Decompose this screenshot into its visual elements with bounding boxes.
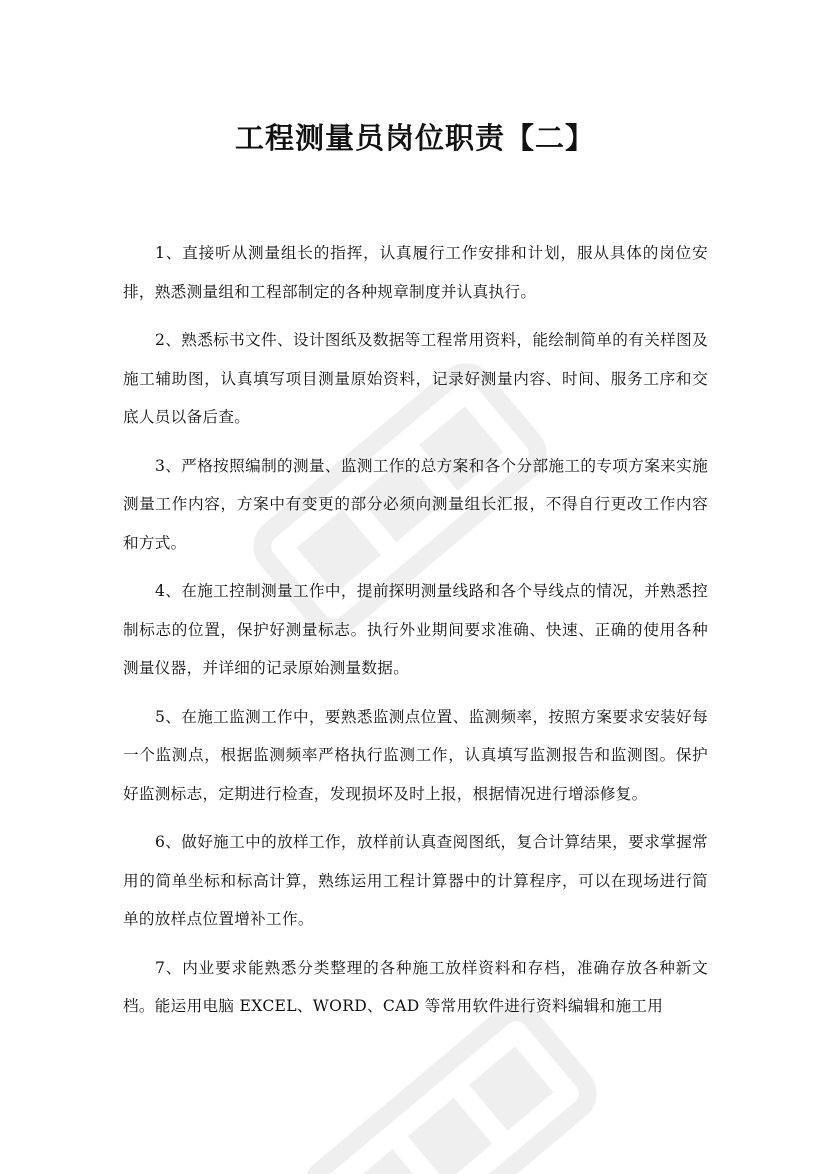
document-title: 工程测量员岗位职责【二】 [234, 121, 595, 155]
paragraph: 1、直接听从测量组长的指挥，认真履行工作安排和计划，服从具体的岗位安排，熟悉测量组和工程部制定的各种规章制度并认真执行。 [123, 244, 708, 301]
paragraph: 6、做好施工中的放样工作，放样前认真查阅图纸，复合计算结果，要求掌握常用的简单坐标和标高计算，熟练运用工程计算器中的计算程序，可以在现场进行简单的放样点位置增补工作。 [123, 833, 708, 928]
paragraph: 3、严格按照编制的测量、监测工作的总方案和各个分部施工的专项方案来实施测量工作内容，方案中有变更的部分必须向测量组长汇报，不得自行更改工作内容和方式。 [123, 456, 708, 552]
paragraph: 5、在施工监测工作中，要熟悉监测点位置、监测频率，按照方案要求安装好每一个监测点，根据监测频率严格执行监测工作，认真填写监测报告和监测图。保护好监测标志，定期进行检查，发现损坏及时上报，根据情况进行增添修复。 [123, 707, 708, 803]
paragraph: 7、内业要求能熟悉分类整理的各种施工放样资料和存档，准确存放各种新文档。能运用电脑 EXCEL、WORD、CAD 等常用软件进行资料编辑和施工用 [123, 958, 708, 1015]
document-body [123, 234, 708, 1036]
paragraph: 4、在施工控制测量工作中，提前探明测量线路和各个导线点的情况，并熟悉控制标志的位置，保护好测量标志。执行外业期间要求准确、快速、正确的使用各种测量仪器，并详细的记录原始测量数据。 [123, 582, 708, 677]
paragraph: 2、熟悉标书文件、设计图纸及数据等工程常用资料，能绘制简单的有关样图及施工辅助图，认真填写项目测量原始资料，记录好测量内容、时间、服务工序和交底人员以备后查。 [123, 331, 708, 426]
